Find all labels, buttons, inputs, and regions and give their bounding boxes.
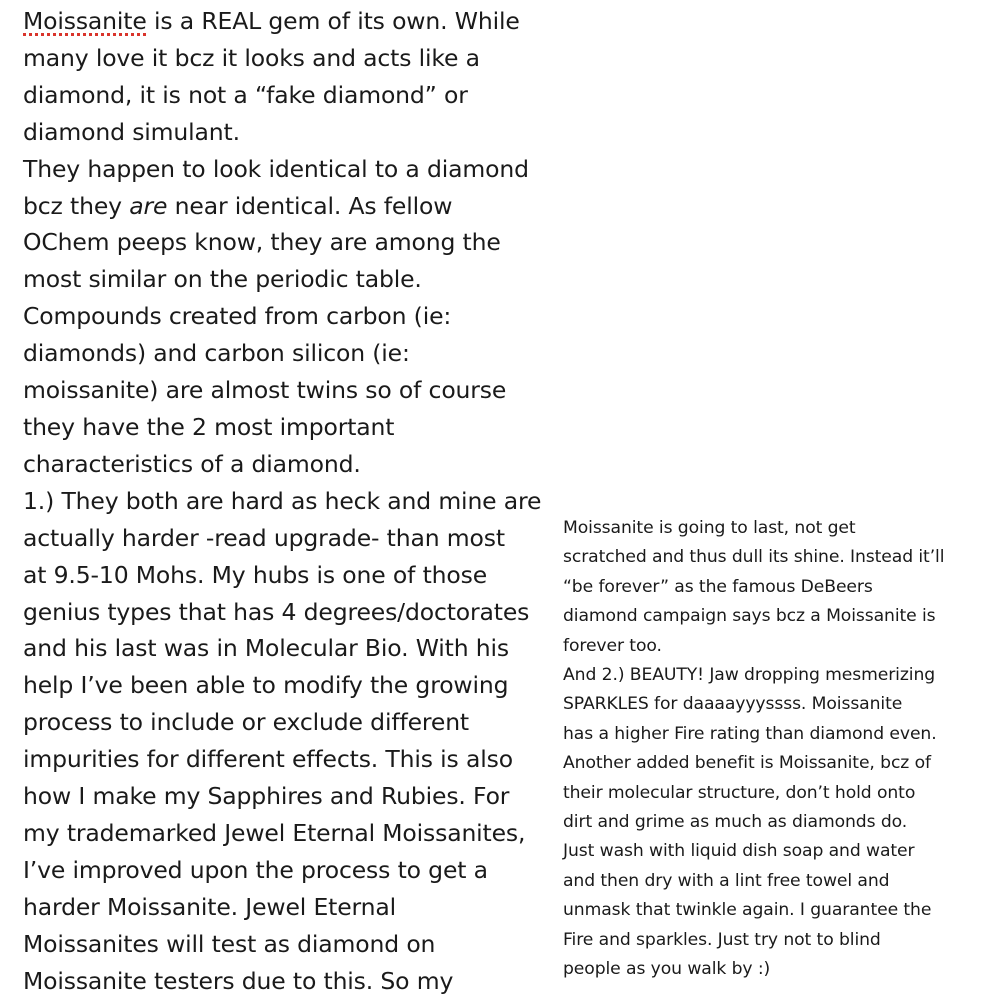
text-run: people as you walk by :) [563,959,771,980]
text-line [563,661,993,690]
text-run: OChem peeps know, they are among the [23,228,501,257]
text-line [563,837,993,866]
text-line [23,151,563,188]
text-run: Moissanite is going to last, not get [563,518,856,538]
text-run: diamond simulant. [23,117,240,146]
text-line [23,298,563,335]
text-run: my trademarked Jewel Eternal Moissanites, [23,818,526,847]
text-run: diamond campaign says bcz a Moissanite is [563,606,936,627]
text-run: 1.) They both are hard as heck and mine are [23,486,542,515]
text-line [23,963,563,1000]
text-line [563,926,993,955]
text-run: impurities for different effects. This is also [23,745,513,774]
text-run: near identical. As fellow [167,191,453,220]
text-line [23,741,563,778]
text-line [23,557,563,594]
text-run: process to include or exclude different [23,708,469,737]
text-line [563,543,993,572]
text-run: many love it bcz it looks and acts like a [23,43,480,72]
text-line [23,335,563,372]
text-run: unmask that twinkle again. I guarantee the [563,900,932,921]
text-run: scratched and thus dull its shine. Instead it’ll [563,547,945,568]
text-line [23,114,563,151]
text-run: at 9.5-10 Mohs. My hubs is one of those [23,560,488,589]
right-text-column [563,514,993,985]
text-run: how I make my Sapphires and Rubies. For [23,782,510,811]
misspelled-word: Moissanite [23,7,147,35]
text-line [23,446,563,483]
text-run: Fire and sparkles. Just try not to blind [563,929,881,950]
text-line [23,852,563,889]
text-line [23,926,563,963]
text-line [23,483,563,520]
text-line [23,261,563,298]
text-run: diamond, it is not a “fake diamond” or [23,80,468,109]
text-line [563,632,993,661]
text-run: Moissanites will test as diamond on [23,929,436,958]
text-run: Just wash with liquid dish soap and water [563,841,915,862]
text-run: SPARKLES for daaaayyyssss. Moissanite [563,694,903,715]
text-run: Moissanite testers due to this. So my [23,966,454,995]
text-line [563,573,993,602]
text-run: Another added benefit is Moissanite, bcz of [563,753,931,774]
text-run: has a higher Fire rating than diamond even. [563,723,937,744]
text-run: their molecular structure, don’t hold onto [563,782,916,803]
text-line [23,704,563,741]
text-line [563,720,993,749]
text-line [23,630,563,667]
text-run: and his last was in Molecular Bio. With his [23,634,510,663]
text-line [563,896,993,925]
text-run: most similar on the periodic table. [23,265,422,294]
text-run: They happen to look identical to a diamond [23,154,529,183]
text-line [23,40,563,77]
text-line [23,778,563,815]
text-line [23,667,563,704]
text-line [563,867,993,896]
text-run: they have the 2 most important [23,412,395,441]
text-line [563,808,993,837]
text-line [23,520,563,557]
text-run: dirt and grime as much as diamonds do. [563,812,908,833]
text-line [23,3,563,40]
text-run: “be forever” as the famous DeBeers [563,576,873,597]
text-line [563,779,993,808]
left-text-column [23,3,563,999]
text-run: is a REAL gem of its own. While [146,7,520,35]
text-run: Compounds created from carbon (ie: [23,302,452,331]
text-run: actually harder -read upgrade- than most [23,523,505,552]
text-run: and then dry with a lint free towel and [563,870,890,891]
text-line [23,188,563,225]
text-line [563,602,993,631]
emphasis-text: are [129,191,168,220]
text-run: harder Moissanite. Jewel Eternal [23,892,397,921]
text-run: bcz they [23,191,130,220]
text-line [563,749,993,778]
text-line [23,224,563,261]
text-run: forever too. [563,635,662,656]
text-run: characteristics of a diamond. [23,449,361,478]
text-run: I’ve improved upon the process to get a [23,855,488,884]
text-run: And 2.) BEAUTY! Jaw dropping mesmerizing [563,665,936,686]
text-run: moissanite) are almost twins so of course [23,376,507,405]
text-line [23,889,563,926]
text-line [23,594,563,631]
text-line [563,514,993,543]
text-run: diamonds) and carbon silicon (ie: [23,339,410,368]
text-line [23,409,563,446]
text-run: genius types that has 4 degrees/doctorates [23,597,530,626]
text-line [563,690,993,719]
text-line [23,372,563,409]
text-line [23,77,563,114]
text-line [23,815,563,852]
text-line [563,955,993,984]
text-run: help I’ve been able to modify the growing [23,671,509,700]
